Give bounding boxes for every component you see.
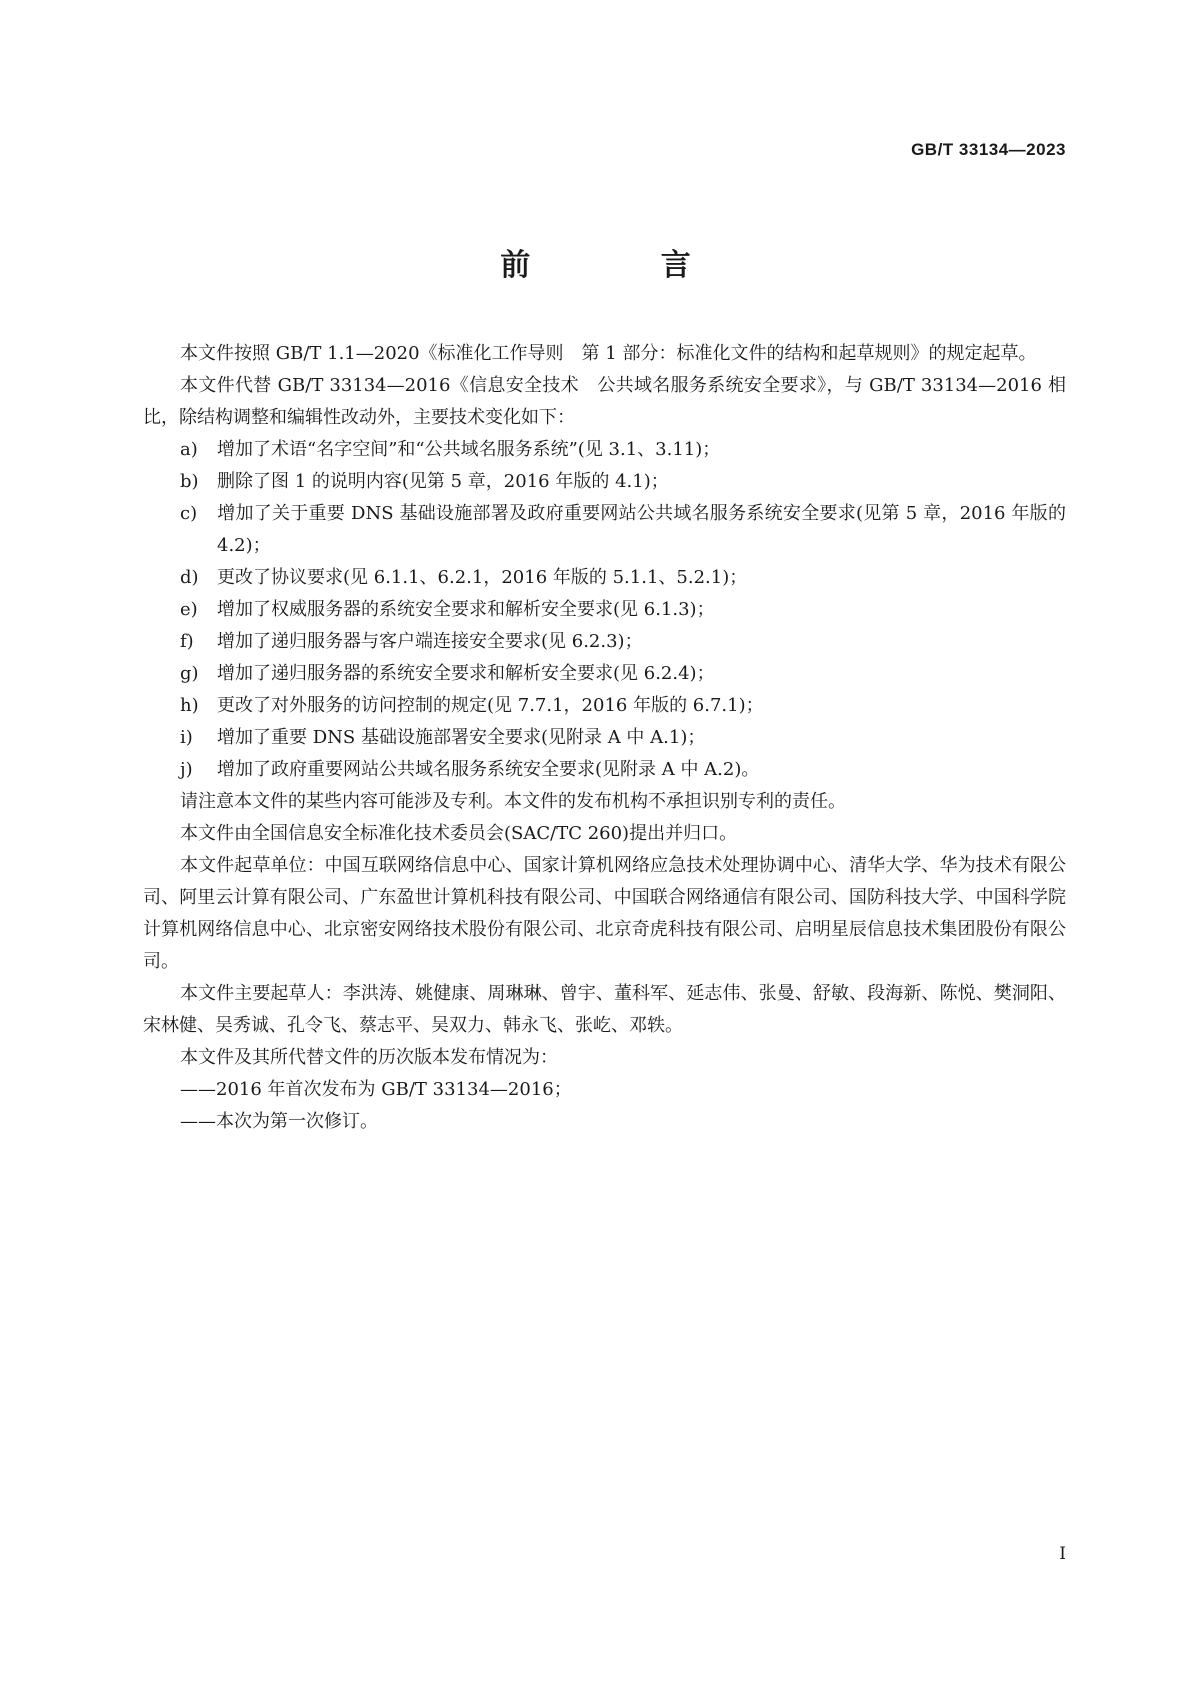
list-item: [143, 466, 1066, 498]
list-item: [143, 690, 1066, 722]
list-item: [143, 562, 1066, 594]
page-number: I: [1059, 1544, 1066, 1564]
list-item: [143, 754, 1066, 786]
foreword-body: [143, 338, 1066, 1138]
para-drafters: 本文件主要起草人：李洪涛、姚健康、周琳琳、曾宇、董科军、延志伟、张曼、舒敏、段海新、陈悦、樊洞阳、宋林健、吴秀诚、孔令飞、蔡志平、吴双力、韩永飞、张屹、邓轶。: [143, 983, 1066, 1036]
list-text: 增加了关于重要 DNS 基础设施部署及政府重要网站公共域名服务系统安全要求(见第 5 章，2016 年版的 4.2)；: [217, 503, 1066, 556]
changes-list: [143, 434, 1066, 786]
list-marker: d): [180, 567, 199, 588]
list-marker: h): [180, 695, 199, 716]
para-replace: 本文件代替 GB/T 33134—2016《信息安全技术 公共域名服务系统安全要求》，与 GB/T 33134—2016 相比，除结构调整和编辑性改动外，主要技术变化如下：: [143, 375, 1066, 428]
para-intro: 本文件按照 GB/T 1.1—2020《标准化工作导则 第 1 部分：标准化文件的结构和起草规则》的规定起草。: [180, 343, 1037, 364]
list-text: 增加了递归服务器的系统安全要求和解析安全要求(见 6.2.4)；: [217, 663, 715, 684]
list-text: 增加了递归服务器与客户端连接安全要求(见 6.2.3)；: [217, 631, 643, 652]
list-item: [143, 434, 1066, 466]
list-marker: j): [180, 759, 193, 780]
list-text: 删除了图 1 的说明内容(见第 5 章，2016 年版的 4.1)；: [217, 471, 669, 492]
list-marker: a): [180, 439, 198, 460]
list-marker: c): [180, 503, 198, 524]
list-marker: b): [180, 471, 199, 492]
list-text: 增加了政府重要网站公共域名服务系统安全要求(见附录 A 中 A.2)。: [217, 759, 760, 780]
list-item: [143, 658, 1066, 690]
history-item: ——本次为第一次修订。: [180, 1111, 378, 1132]
list-text: 增加了术语“名字空间”和“公共域名服务系统”(见 3.1、3.11)；: [217, 439, 721, 460]
para-history: 本文件及其所代替文件的历次版本发布情况为：: [180, 1047, 558, 1068]
list-item: [143, 594, 1066, 626]
para-patent: 请注意本文件的某些内容可能涉及专利。本文件的发布机构不承担识别专利的责任。: [180, 791, 846, 812]
list-text: 增加了重要 DNS 基础设施部署安全要求(见附录 A 中 A.1)；: [217, 727, 706, 748]
history-list: [143, 1074, 1066, 1138]
list-text: 更改了协议要求(见 6.1.1、6.2.1，2016 年版的 5.1.1、5.2.1)；: [217, 567, 748, 588]
standard-code: GB/T 33134—2023: [911, 140, 1066, 159]
list-marker: i): [180, 727, 193, 748]
page-title: 前 言: [500, 248, 751, 283]
list-item: [143, 498, 1066, 562]
list-marker: e): [180, 599, 198, 620]
list-text: 增加了权威服务器的系统安全要求和解析安全要求(见 6.1.3)；: [217, 599, 715, 620]
list-item: [143, 626, 1066, 658]
list-marker: f): [180, 631, 194, 652]
para-proposer: 本文件由全国信息安全标准化技术委员会(SAC/TC 260)提出并归口。: [180, 823, 738, 844]
para-drafting-units: 本文件起草单位：中国互联网络信息中心、国家计算机网络应急技术处理协调中心、清华大学、华为技术有限公司、阿里云计算有限公司、广东盈世计算机科技有限公司、中国联合网络通信有限公司、国防科技大学、中国科学院计算机网络信息中心、北京密安网络技术股份有限公司、北京奇虎科技有限公司、启明星辰信息技术集团股份有限公司。: [143, 855, 1066, 972]
list-marker: g): [180, 663, 199, 684]
list-text: 更改了对外服务的访问控制的规定(见 7.7.1，2016 年版的 6.7.1)；: [217, 695, 764, 716]
list-item: [143, 722, 1066, 754]
history-item: ——2016 年首次发布为 GB/T 33134—2016；: [180, 1079, 572, 1100]
